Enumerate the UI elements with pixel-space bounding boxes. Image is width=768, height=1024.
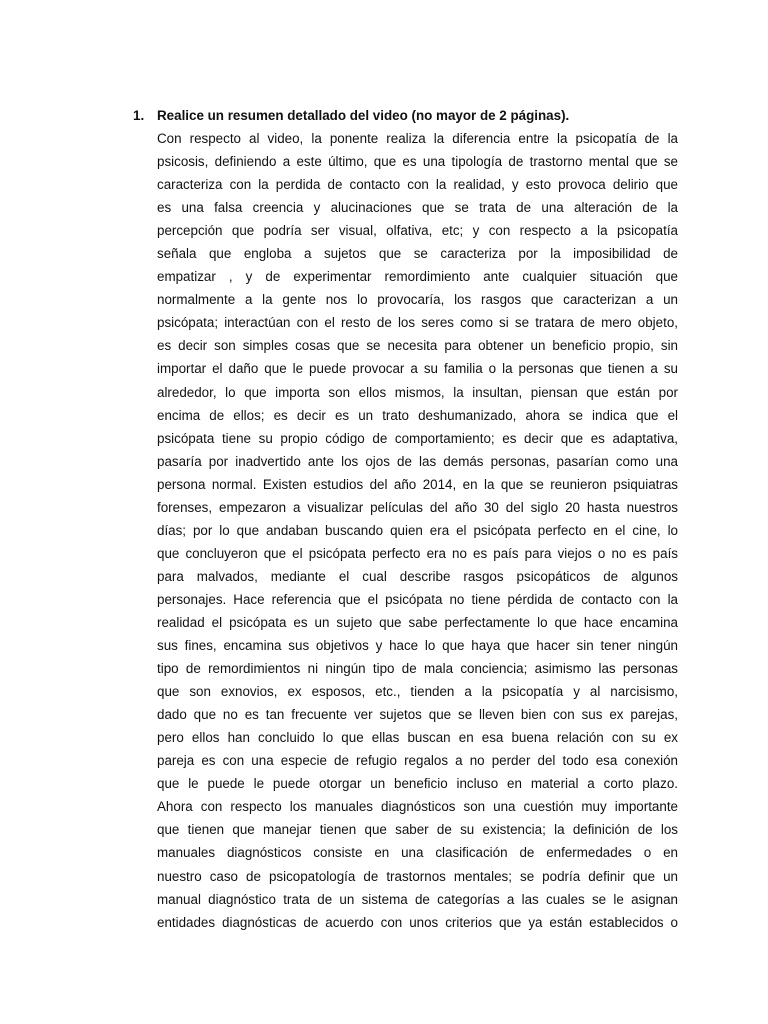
body-line: manual diagnóstico trata de un sistema de categorías a las cuales se le asignan — [157, 891, 678, 907]
item-heading — [133, 106, 678, 126]
body-line: alrededor, lo que importa son ellos mismos, la insultan, piensan que están por — [157, 384, 678, 400]
body-line: psicópata tiene su propio código de comportamiento; es decir que es adaptativa, — [157, 430, 678, 446]
body-line: encima de ellos; es decir es un trato deshumanizado, ahora se indica que el — [157, 407, 678, 423]
body-line: forenses, empezaron a visualizar películas del año 30 del siglo 20 hasta nuestros — [157, 499, 678, 515]
body-line: señala que engloba a sujetos que se caracteriza por la imposibilidad de — [157, 246, 678, 262]
body-line: realidad el psicópata es un sujeto que sabe perfectamente lo que hace encamina — [157, 614, 678, 630]
body-line: tipo de remordimientos ni ningún tipo de mala conciencia; asimismo las personas — [157, 661, 678, 677]
body-line: que tienen que manejar tienen que saber de su existencia; la definición de los — [157, 822, 678, 838]
body-line: pasaría por inadvertido ante los ojos de las demás personas, pasarían como una — [157, 453, 678, 469]
body-line: que concluyeron que el psicópata perfecto era no es país para viejos o no es país — [157, 545, 678, 561]
body-line: percepción que podría ser visual, olfativa, etc; y con respecto a la psicopatía — [157, 223, 678, 239]
body-line: pero ellos han concluido lo que ellas buscan en esa buena relación con su ex — [157, 730, 678, 746]
body-line: que son exnovios, ex esposos, etc., tienden a la psicopatía y al narcisismo, — [157, 684, 678, 700]
body-line: persona normal. Existen estudios del año 2014, en la que se reunieron psiquiatras — [157, 476, 678, 492]
body-line: para malvados, mediante el cual describe rasgos psicopáticos de algunos — [157, 568, 678, 584]
body-line: es una falsa creencia y alucinaciones que se trata de una alteración de la — [157, 200, 678, 216]
body-line: que le puede le puede otorgar un beneficio incluso en material a corto plazo. — [157, 776, 678, 792]
body-line: entidades diagnósticas de acuerdo con unos criterios que ya están establecidos o — [157, 914, 678, 930]
item-title: Realice un resumen detallado del video (no mayor de 2 páginas). — [157, 108, 570, 123]
body-line: psicosis, definiendo a este último, que es una tipología de trastorno mental que se — [157, 154, 678, 170]
item-body-paragraph — [157, 127, 678, 934]
body-line: empatizar , y de experimentar remordimiento ante cualquier situación que — [157, 269, 678, 285]
body-line: personajes. Hace referencia que el psicópata no tiene pérdida de contacto con la — [157, 591, 678, 607]
body-line: normalmente a la gente nos lo provocaría, los rasgos que caracterizan a un — [157, 292, 678, 308]
body-line: es decir son simples cosas que se necesita para obtener un beneficio propio, sin — [157, 338, 678, 354]
body-line: pareja es con una especie de refugio regalos a no perder del todo esa conexión — [157, 753, 678, 769]
numbered-item — [133, 106, 678, 934]
body-line: psicópata; interactúan con el resto de los seres como si se tratara de mero objeto, — [157, 315, 678, 331]
item-number: 1. — [133, 108, 145, 123]
body-line: Con respecto al video, la ponente realiza la diferencia entre la psicopatía de la — [157, 131, 678, 146]
body-line: días; por lo que andaban buscando quien era el psicópata perfecto en el cine, lo — [157, 522, 678, 538]
body-line: nuestro caso de psicopatología de trastornos mentales; se podría definir que un — [157, 868, 678, 884]
body-line: manuales diagnósticos consiste en una clasificación de enfermedades o en — [157, 845, 678, 861]
body-line: caracteriza con la perdida de contacto con la realidad, y esto provoca delirio que — [157, 177, 678, 193]
body-line: dado que no es tan frecuente ver sujetos que se lleven bien con sus ex parejas, — [157, 707, 678, 723]
body-line: sus fines, encamina sus objetivos y hace lo que haya que hacer sin tener ningún — [157, 638, 678, 654]
body-line: Ahora con respecto los manuales diagnósticos son una cuestión muy importante — [157, 799, 678, 815]
body-line: importar el daño que le puede provocar a su familia o la personas que tienen a su — [157, 361, 678, 377]
